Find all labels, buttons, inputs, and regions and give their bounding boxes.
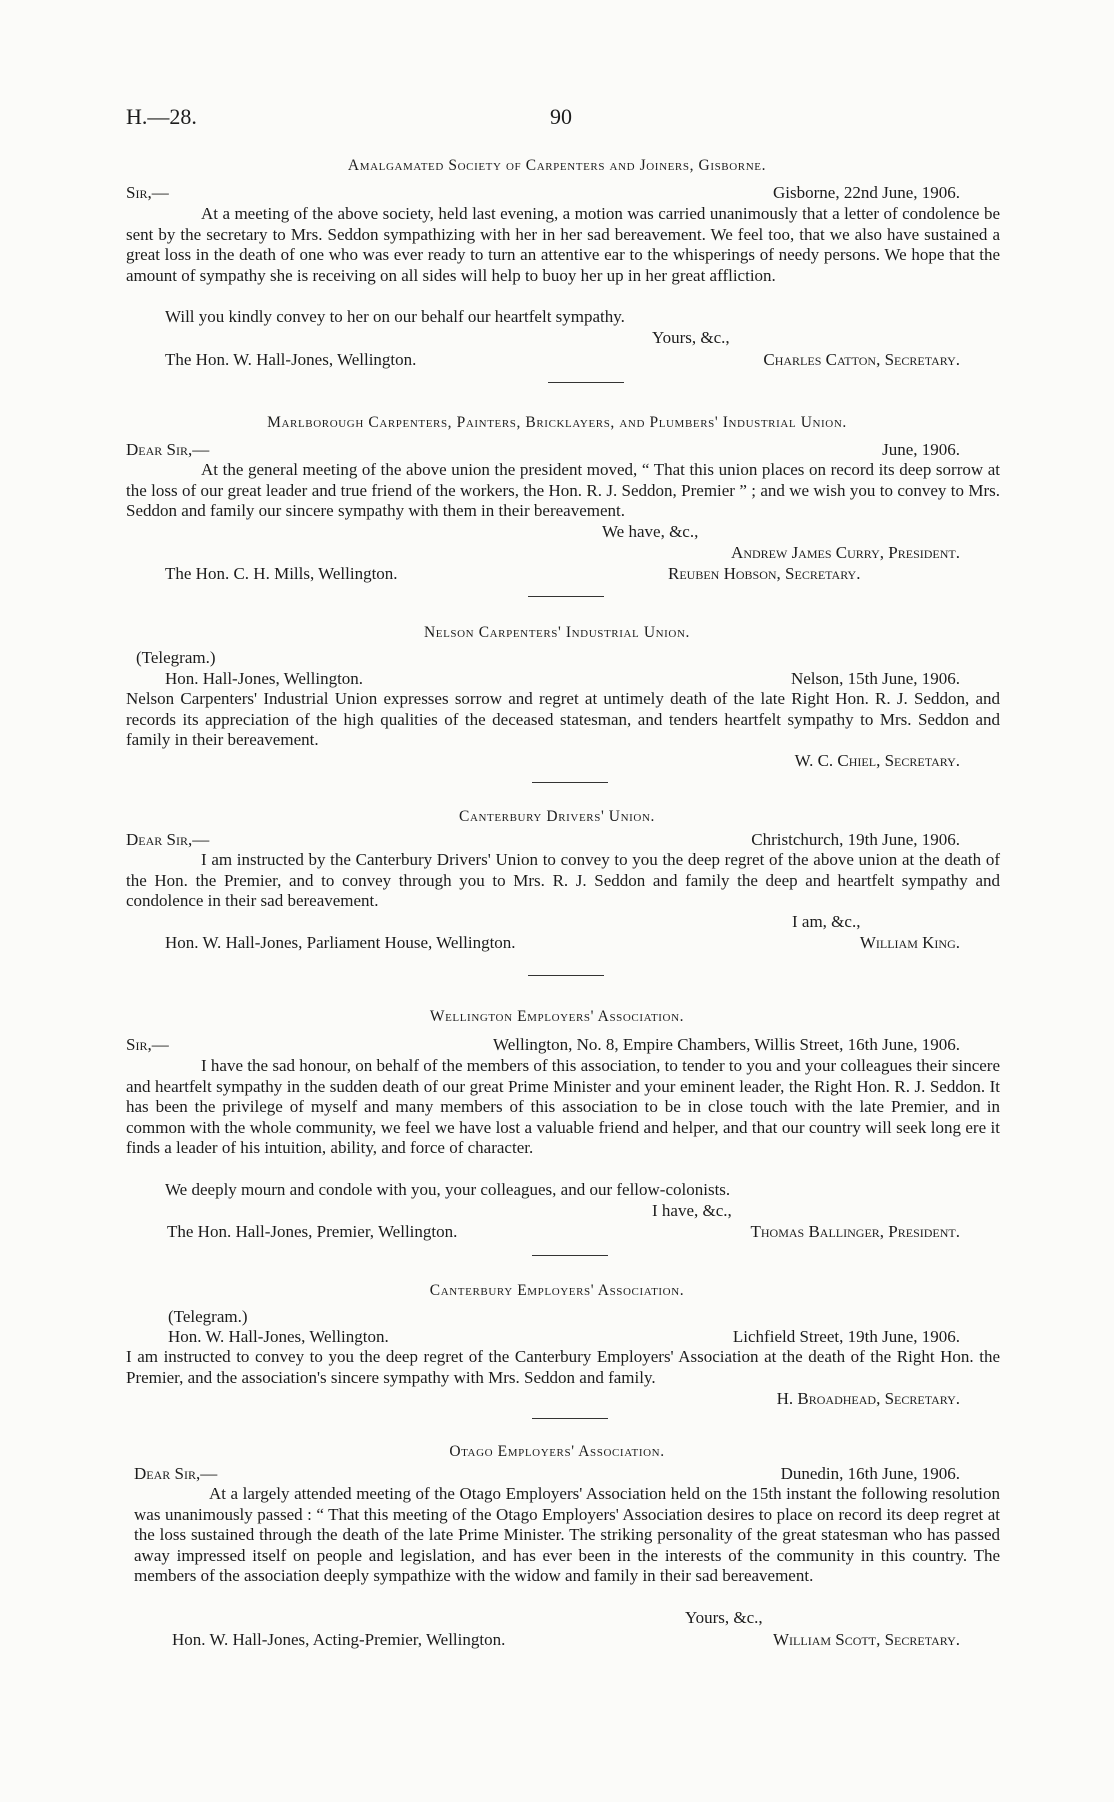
letter-title: Otago Employers' Association. xyxy=(449,1443,665,1460)
letter-body-closing: Will you kindly convey to her on our behalf our heartfelt sympathy. xyxy=(165,307,625,326)
signature: W. C. Chiel, Secretary. xyxy=(794,751,960,770)
section-divider xyxy=(532,1255,608,1256)
addressee: The Hon. Hall-Jones, Premier, Wellington. xyxy=(167,1222,458,1241)
closing: Yours, &c., xyxy=(685,1608,763,1627)
addressee: Hon. W. Hall-Jones, Parliament House, Wellington. xyxy=(165,933,516,952)
letter-body-closing: We deeply mourn and condole with you, your colleagues, and our fellow-colonists. xyxy=(165,1180,731,1199)
closing: I have, &c., xyxy=(652,1201,732,1220)
salutation: Sir,— xyxy=(126,1035,169,1054)
salutation: Sir,— xyxy=(126,183,169,202)
place-date: Lichfield Street, 19th June, 1906. xyxy=(732,1327,960,1346)
salutation: Dear Sir,— xyxy=(126,440,210,459)
place-date: Nelson, 15th June, 1906. xyxy=(790,669,960,688)
letter-body: At a meeting of the above society, held last evening, a motion was carried unanimously that a letter of condolence be sent by the secretary to Mrs. Seddon sympathizing with her in her sad bereavement. We feel too, that we also have sustained a great loss in the death of one who was ever ready to turn an attentive ear to the whisperings of needy persons. We hope that the amount of sympathy she is receiving on all sides will help to buoy her up in her great affliction. xyxy=(126,204,1000,285)
signature: William King. xyxy=(859,933,960,952)
addressee: Hon. W. Hall-Jones, Wellington. xyxy=(168,1327,389,1346)
place-date: Christchurch, 19th June, 1906. xyxy=(751,830,960,849)
signature: H. Broadhead, Secretary. xyxy=(776,1389,960,1408)
letter-title: Canterbury Drivers' Union. xyxy=(459,808,655,825)
letter-title: Marlborough Carpenters, Painters, Bricklayers, and Plumbers' Industrial Union. xyxy=(267,414,847,431)
place-date: Gisborne, 22nd June, 1906. xyxy=(773,183,960,202)
closing: I am, &c., xyxy=(792,912,861,931)
signature: Andrew James Curry, President. xyxy=(731,543,960,562)
addressee: The Hon. W. Hall-Jones, Wellington. xyxy=(165,350,417,369)
letter-body: I am instructed to convey to you the deep regret of the Canterbury Employers' Association at the death of the Right Hon. the Premier, and the association's sincere sympathy with Mrs. Seddon and family. xyxy=(126,1347,1000,1387)
place-date: Wellington, No. 8, Empire Chambers, Willis Street, 16th June, 1906. xyxy=(493,1035,960,1054)
closing: We have, &c., xyxy=(602,522,699,541)
letter-body: At the general meeting of the above union the president moved, “ That this union places on record its deep sorrow at the loss of our great leader and true friend of the workers, the Hon. R. J. Seddon, Premier ” ; and we wish you to convey to Mrs. Seddon and family our sincere sympathy with them in their bereavement. xyxy=(126,460,1000,520)
salutation: Dear Sir,— xyxy=(134,1464,218,1483)
salutation: Dear Sir,— xyxy=(126,830,210,849)
addressee: The Hon. C. H. Mills, Wellington. xyxy=(165,564,398,583)
letter-title: Amalgamated Society of Carpenters and Joiners, Gisborne. xyxy=(347,157,767,174)
signature: Charles Catton, Secretary. xyxy=(763,350,960,369)
section-divider xyxy=(532,782,608,783)
letter-body: At a largely attended meeting of the Otago Employers' Association held on the 15th instant the following resolution was unanimously passed : “ That this meeting of the Otago Employers' Association desires to place on record its deep regret at the loss sustained through the death of the late Prime Minister. The striking personality of the great statesman who has passed away impressed itself on people and legislation, and has ever been in the interests of the community in this country. The members of the association deeply sympathize with the widow and family in their sad bereavement. xyxy=(134,1484,1000,1585)
letter-body: I have the sad honour, on behalf of the members of this association, to tender to you and your colleagues their sincere and heartfelt sympathy in the sudden death of our great Prime Minister and your eminent leader, the Right Hon. R. J. Seddon. It has been the privilege of myself and many members of this association to be in close touch with the late Premier, and in common with the whole community, we feel we have lost a valuable friend and helper, and that our country will seek long ere it finds a leader of his intuition, ability, and force of character. xyxy=(126,1056,1000,1157)
page-number: 90 xyxy=(550,104,572,129)
closing: Yours, &c., xyxy=(652,328,730,347)
telegram-note: (Telegram.) xyxy=(168,1307,248,1326)
section-divider xyxy=(528,596,604,597)
letter-body: I am instructed by the Canterbury Drivers' Union to convey to you the deep regret of the above union at the death of the Hon. the Premier, and to convey through you to Mrs. R. J. Seddon and family the deep and heartfelt sympathy and condolence in their sad bereavement. xyxy=(126,850,1000,910)
addressee: Hon. W. Hall-Jones, Acting-Premier, Wellington. xyxy=(172,1630,506,1649)
section-divider xyxy=(548,382,624,383)
letter-title: Nelson Carpenters' Industrial Union. xyxy=(423,624,690,641)
signature-secondary: Reuben Hobson, Secretary. xyxy=(668,564,861,583)
letter-body: Nelson Carpenters' Industrial Union expresses sorrow and regret at untimely death of the late Right Hon. R. J. Seddon, and records its appreciation of the high qualities of the deceased statesman, and tenders heartfelt sympathy to Mrs. Seddon and family in their bereavement. xyxy=(126,689,1000,749)
section-divider xyxy=(528,975,604,976)
telegram-note: (Telegram.) xyxy=(136,648,216,667)
place-date: June, 1906. xyxy=(882,440,960,459)
signature: William Scott, Secretary. xyxy=(773,1630,960,1649)
letter-title: Wellington Employers' Association. xyxy=(429,1008,685,1025)
signature: Thomas Ballinger, President. xyxy=(750,1222,960,1241)
place-date: Dunedin, 16th June, 1906. xyxy=(780,1464,960,1483)
letter-title: Canterbury Employers' Association. xyxy=(429,1282,685,1299)
document-code: H.—28. xyxy=(126,104,197,129)
section-divider xyxy=(532,1418,608,1419)
addressee: Hon. Hall-Jones, Wellington. xyxy=(165,669,364,688)
